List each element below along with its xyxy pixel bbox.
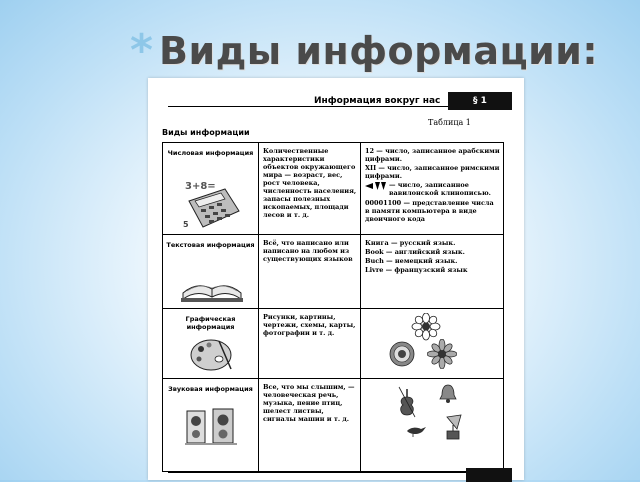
info-types-table bbox=[162, 142, 504, 472]
example-text: XII — число, записанное римскими цифрами. bbox=[365, 164, 500, 180]
type-label: Графическая информация bbox=[185, 315, 236, 331]
type-label: Звуковая информация bbox=[168, 385, 253, 393]
example-text: 00001100 — представление числа в памяти компьютера в виде двоичного кода bbox=[365, 199, 494, 223]
description-text: Всё, что написано или написано на любом из существующих языков bbox=[263, 239, 353, 263]
example-text: Livre — французский язык bbox=[365, 266, 468, 274]
example-text: 12 — число, записанное арабскими цифрами. bbox=[365, 147, 500, 163]
type-label: Текстовая информация bbox=[166, 241, 255, 249]
examples-cell bbox=[361, 143, 502, 234]
description-text: Количественные характеристики объектов окружающего мира — возраст, вес, рост человека, численность населения, запасы полезных ископаемых, площади лесов и т. д. bbox=[263, 147, 357, 219]
cuneiform-icon bbox=[365, 181, 387, 191]
section-badge: § 1 bbox=[448, 92, 512, 110]
gramophone-icon bbox=[441, 413, 463, 441]
table-row bbox=[163, 309, 503, 379]
title-text: Виды информации: bbox=[159, 29, 599, 73]
footer-rule bbox=[168, 472, 468, 473]
header-rule bbox=[168, 106, 460, 107]
calculator-icon bbox=[181, 171, 243, 231]
table-row bbox=[163, 143, 503, 235]
table-caption: Виды информации bbox=[162, 128, 250, 137]
svg-text:3+8=: 3+8= bbox=[185, 181, 216, 192]
type-label: Числовая информация bbox=[167, 149, 254, 157]
example-text: Buch — немецкий язык. bbox=[365, 257, 458, 265]
violin-icon bbox=[397, 385, 417, 419]
flower-icon bbox=[427, 339, 457, 369]
table-number: Таблица 1 bbox=[428, 118, 471, 127]
example-text: Book — английский язык. bbox=[365, 248, 465, 256]
title-bullet: * bbox=[130, 25, 154, 76]
palette-icon bbox=[189, 337, 233, 373]
description-cell bbox=[259, 379, 361, 473]
examples-cell bbox=[361, 235, 502, 308]
type-cell bbox=[163, 379, 259, 473]
description-cell bbox=[259, 309, 361, 378]
description-text: Все, что мы слышим, — человеческая речь, музыка, пение птиц, шелест листвы, сигналы машин и т. д. bbox=[263, 383, 355, 423]
example-text: — число, записанное вавилонской клинописью. bbox=[389, 181, 491, 197]
description-cell bbox=[259, 235, 361, 308]
page-header: Информация вокруг нас bbox=[314, 96, 441, 106]
type-cell bbox=[163, 235, 259, 308]
slide-title bbox=[130, 26, 598, 76]
table-row bbox=[163, 379, 503, 473]
bell-icon bbox=[437, 383, 459, 405]
description-text: Рисунки, картины, чертежи, схемы, карты, фотографии и т. д. bbox=[263, 313, 356, 337]
bird-icon bbox=[405, 423, 427, 437]
example-text: Книга — русский язык. bbox=[365, 239, 456, 247]
type-cell bbox=[163, 143, 259, 234]
description-cell bbox=[259, 143, 361, 234]
mosaic-icon bbox=[389, 341, 415, 367]
book-icon bbox=[179, 269, 245, 305]
flower-icon bbox=[411, 313, 441, 341]
svg-text:5: 5 bbox=[183, 220, 189, 229]
scanned-page bbox=[148, 78, 524, 480]
table-row bbox=[163, 235, 503, 309]
examples-cell bbox=[361, 379, 502, 473]
type-cell bbox=[163, 309, 259, 378]
speakers-icon bbox=[183, 407, 241, 447]
examples-cell bbox=[361, 309, 502, 378]
